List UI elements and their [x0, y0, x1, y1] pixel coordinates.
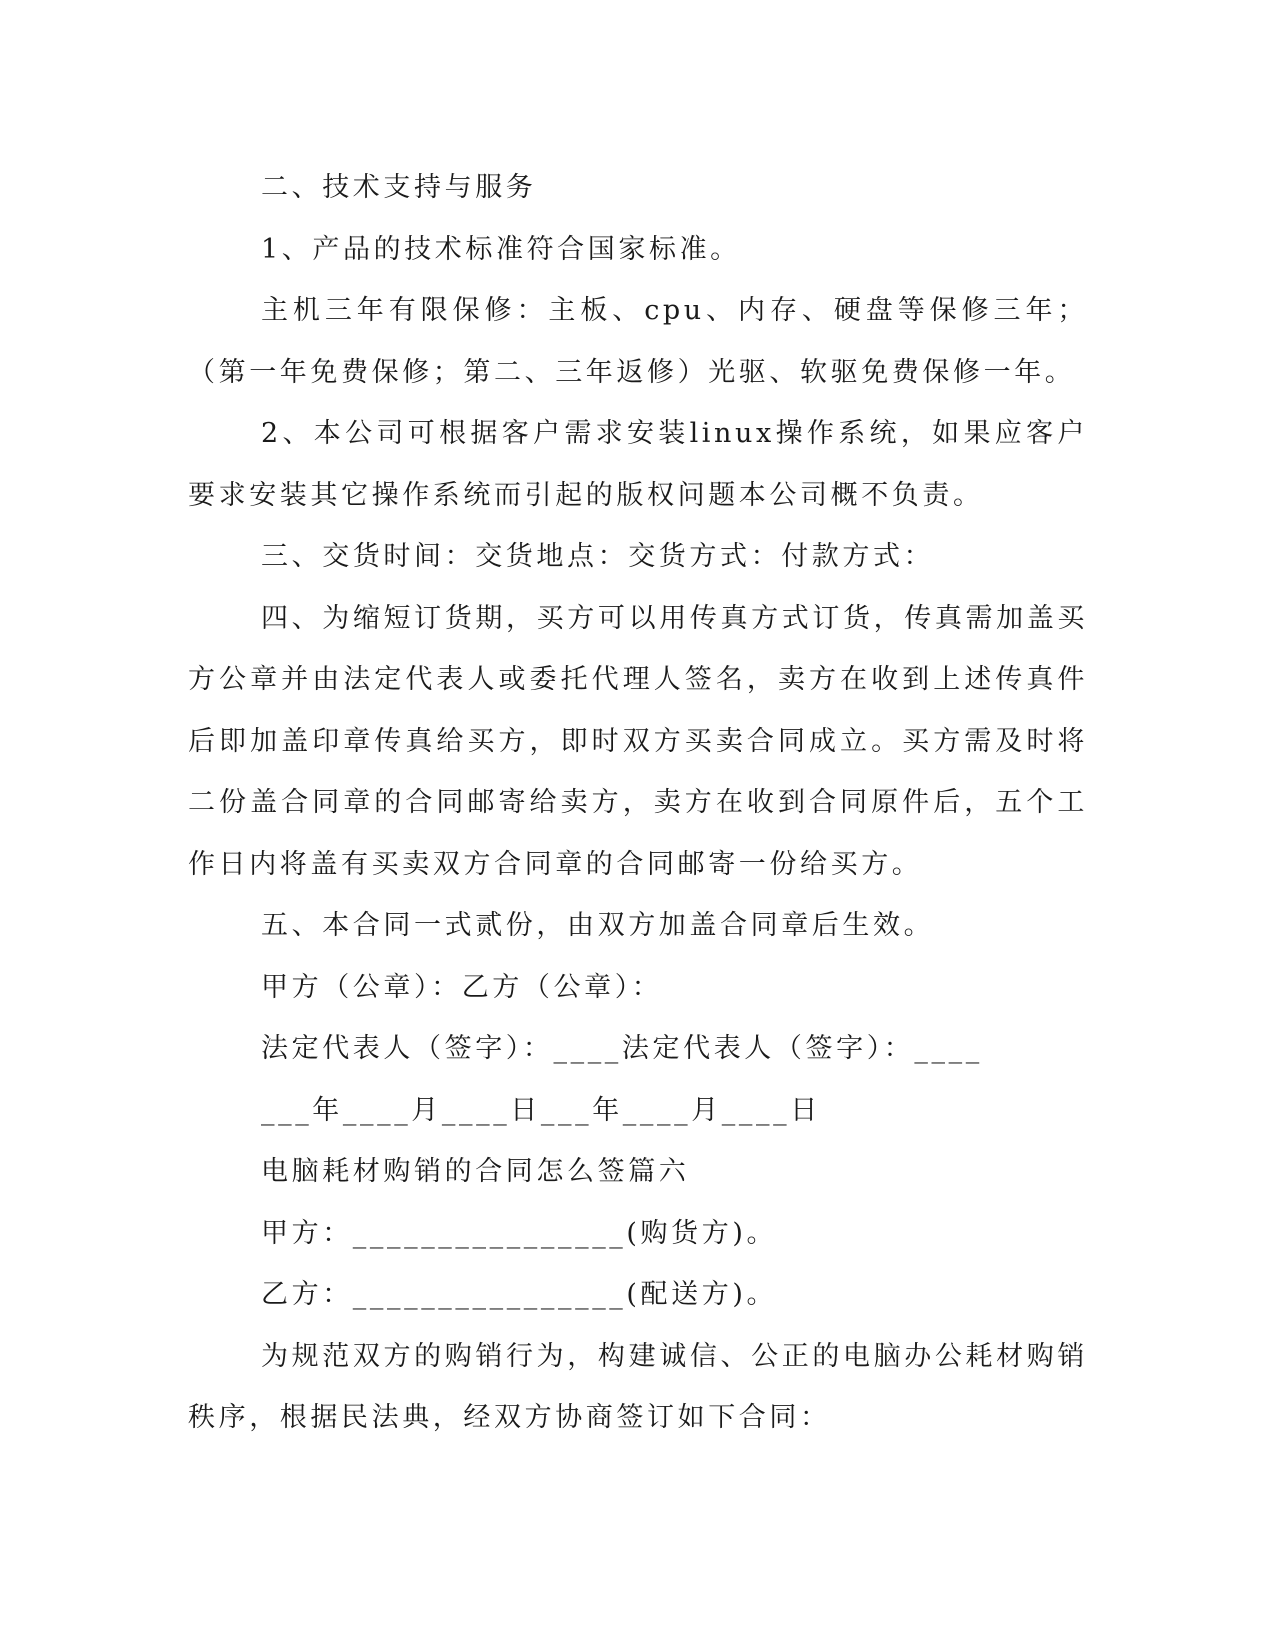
signature-legal-representatives: 法定代表人（签字）：____法定代表人（签字）：____ — [261, 1033, 983, 1064]
paragraph-contract-purpose: 为规范双方的购销行为，构建诚信、公正的电脑办公耗材购销秩序，根据民法典，经双方协商签订如下合同： — [188, 1340, 1088, 1433]
signature-dates: ___年____月____日___年____月____日 — [261, 1094, 821, 1126]
section-heading-tech-support: 二、技术支持与服务 — [261, 172, 537, 203]
paragraph-os-installation: 2、本公司可根据客户需求安装linux操作系统，如果应客户要求安装其它操作系统而引起的版权问题本公司概不负责。 — [188, 418, 1088, 511]
paragraph-fax-ordering: 四、为缩短订货期，买方可以用传真方式订货，传真需加盖买方公章并由法定代表人或委托代理人签名，卖方在收到上述传真件后即加盖印章传真给买方，即时双方买卖合同成立。买方需及时将二份盖合同章的合同邮寄给卖方，卖方在收到合同原件后，五个工作日内将盖有买卖双方合同章的合同邮寄一份给买方。 — [188, 602, 1088, 880]
document-body — [188, 157, 1088, 1449]
paragraph-contract-copies: 五、本合同一式贰份，由双方加盖合同章后生效。 — [261, 910, 935, 941]
paragraph-technical-standard: 1、产品的技术标准符合国家标准。 — [261, 233, 741, 265]
party-a-buyer: 甲方：________________(购货方)。 — [261, 1217, 778, 1249]
article-title-part-six: 电脑耗材购销的合同怎么签篇六 — [261, 1156, 690, 1187]
paragraph-warranty: 主机三年有限保修：主板、cpu、内存、硬盘等保修三年；（第一年免费保修；第二、三年返修）光驱、软驱免费保修一年。 — [188, 295, 1088, 388]
signature-parties-seal: 甲方（公章）：乙方（公章）： — [261, 971, 663, 1003]
party-b-supplier: 乙方：________________(配送方)。 — [261, 1279, 778, 1310]
section-heading-delivery: 三、交货时间：交货地点：交货方式：付款方式： — [261, 541, 935, 572]
